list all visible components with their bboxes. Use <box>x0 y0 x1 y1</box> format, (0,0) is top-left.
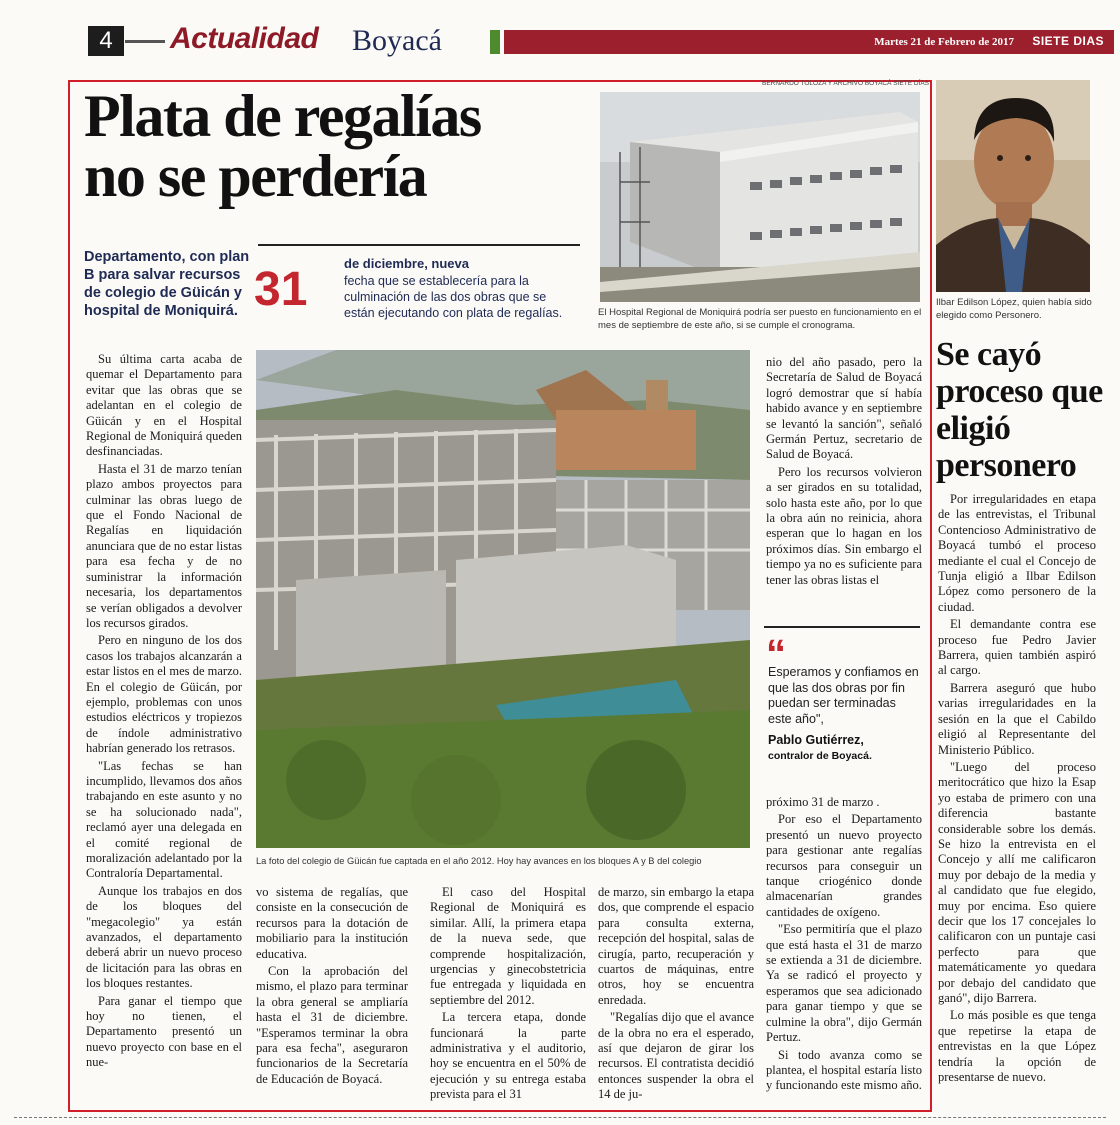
sidebar-headline: Se cayó proceso que eligió personero <box>936 336 1103 484</box>
paragraph: vo sistema de regalías, que consiste en la consecución de recursos para la dotación de mobiliario para la institución educativa. <box>256 885 408 961</box>
body-column-5-continued <box>766 795 922 1096</box>
personero-portrait <box>936 80 1090 292</box>
paragraph: Pero los recursos volvieron a ser girados en su totalidad, solo hasta este año, por lo que la obra aún no reinicia, ahora esperan que lo hagan en los próximos días. Sin embargo el tiempo ya no es suficiente para tener las obras listas el <box>766 464 922 587</box>
article-headline <box>84 83 594 209</box>
paragraph: Para ganar el tiempo que hoy no tienen, el Departamento presentó un nuevo proyecto con base en el nue- <box>86 993 242 1070</box>
stat-kicker: de diciembre, nueva <box>344 256 469 271</box>
header-accent <box>490 30 500 54</box>
paragraph: nio del año pasado, pero la Secretaría de Salud de Boyacá logró demostrar que sí había habido avance y en septiembre se levantó la sanción", señaló Germán Pertuz, secretario de Salud de Boyacá. <box>766 355 922 462</box>
paragraph: Hasta el 31 de marzo tenían plazo ambos proyectos para culminar las obras luego de que el Fondo Nacional de Regalías en liquidación anunciara que de no estar listas para esa fecha y de no suministrar la información necesaria, los departamentos se verían obligados a devolver los recursos girados. <box>86 461 242 630</box>
pull-quote: Esperamos y confiamos en que las dos obras por fin puedan ser terminadas este año", <box>768 665 919 726</box>
paragraph: "Luego del proceso meritocrático que hizo la Esap yo estaba de primero con una diferencia bastante considerable sobre los demás. Se hizo la entrevista en el Concejo y allí me calificaron muy por debajo de la media y al candidato que fue elegido, muy por encima. Eso quiere decir que los 17 concejales lo calificaron con un puntaje casi perfecto para que matemáticamente yo quedara por debajo del candidato que ganó", dijo Barrera. <box>938 759 1096 1005</box>
newspaper-name: SIETE DIAS <box>1032 34 1104 48</box>
paragraph: Pero en ninguno de los dos casos los trabajos alcanzarán a estar listos en el mes de marzo. En el colegio de Güicán, por ejemplo, problemas con unos estudios eléctricos y tropiezos de índole administrativo habrían generado los retrasos. <box>86 633 242 756</box>
body-column-5 <box>766 355 922 590</box>
paragraph: Si todo avanza como se plantea, el hospital estaría listo y funcionando este mismo año. <box>766 1047 922 1093</box>
section-region: Boyacá <box>352 24 442 57</box>
paragraph: "Las fechas se han incumplido, llevamos dos años trabajando en este asunto y no se ha solucionado nada", reclamó ayer una delegada en el comité regional de moralización adelantado por la Contraloría Departamental. <box>86 758 242 881</box>
photo-credit: BERNARDO TOLOZA Y ARCHIVO BOYACÁ SIETE DÍAS <box>762 80 930 87</box>
section-name: Actualidad <box>170 22 319 55</box>
paragraph: Aunque los trabajos en dos de los bloques del "megacolegio" ya están avanzados, el departamento deberá abrir un nuevo proceso de licitación para las obras en los bloques restantes. <box>86 883 242 991</box>
stat-number: 31 <box>254 263 308 316</box>
quote-author-role: contralor de Boyacá. <box>768 750 872 762</box>
paragraph: Por eso el Departamento presentó un nuevo proyecto para gestionar ante regalías recursos para conseguir un tanque criogénico donde almacenarían grandes cantidades de oxígeno. <box>766 812 922 919</box>
body-column-3 <box>430 885 586 1105</box>
issue-date: Martes 21 de Febrero de 2017 <box>874 36 1014 48</box>
paragraph: La tercera etapa, donde funcionará la parte administrativa y el auditorio, hoy se encuentra en el 50% de ejecución y su entrega estaba prevista para el 31 <box>430 1010 586 1102</box>
stat-text: fecha que se establecería para la culminación de las dos obras que se están ejecutando con plata de regalías. <box>344 274 563 320</box>
body-column-2 <box>256 885 408 1089</box>
paragraph: Su última carta acaba de quemar el Departamento para evitar que las obras que se adelantan en el colegio de Güicán y en el Hospital Regional de Moniquirá queden desfinanciadas. <box>86 352 242 459</box>
paragraph: Lo más posible es que tenga que repetirse la etapa de entrevistas en la que López tendría la opción de presentarse de nuevo. <box>938 1008 1096 1085</box>
paragraph: Con la aprobación del mismo, el plazo para terminar la obra general se ampliaría hasta el 31 de diciembre. "Esperamos terminar la obra para esa fecha", aseguraron funcionarios de la Secretaría de Educación de Boyacá. <box>256 964 408 1086</box>
paragraph: El demandante contra ese proceso fue Pedro Javier Barrera, quien también aspiró al cargo. <box>938 617 1096 678</box>
headline-line-1: Plata de regalías <box>84 83 481 149</box>
paragraph: próximo 31 de marzo . <box>766 795 880 809</box>
school-photo-caption: La foto del colegio de Güicán fue captada en el año 2012. Hoy hay avances en los bloques A y B del colegio <box>256 856 702 866</box>
paragraph: El caso del Hospital Regional de Moniquirá es similar. Allí, la primera etapa de la nueva sede, que comprende hospitalización, urgencias y ginecobstetricia fue entregada y liquidada en septiembre del 2012. <box>430 885 586 1007</box>
quote-mark-icon: “ <box>766 632 786 676</box>
body-column-1 <box>86 352 242 1073</box>
quote-rule <box>764 626 920 628</box>
stat-rule <box>258 244 580 246</box>
page-number: 4 <box>88 26 124 56</box>
headline-line-2: no se perdería <box>84 143 427 209</box>
hospital-photo <box>600 92 920 302</box>
hospital-photo-caption: El Hospital Regional de Moniquirá podría ser puesto en funcionamiento en el mes de septiembre de este año, si se cumple el cronograma. <box>598 307 922 331</box>
paragraph: Por irregularidades en etapa de las entrevistas, el Tribunal Contencioso Administrativo de Boyacá tumbó el proceso mediante el cual el Concejo de Tunja eligió a Ilbar Edilson López como personero de la ciudad. <box>938 492 1096 614</box>
header-rule <box>125 40 165 43</box>
paragraph: "Eso permitiría que el plazo que está hasta el 31 de marzo se extienda a 31 de diciembre. Ya se radicó el proyecto y esperamos que sea adicionado para ganar tiempo y que se culmine la obra", dijo Germán Pertuz. <box>766 922 922 1045</box>
paragraph: Barrera aseguró que hubo varias irregularidades en la sesión en la que el Cabildo eligió al Representante del Ministerio Público. <box>938 680 1096 757</box>
header-band <box>504 30 1114 54</box>
sidebar-body <box>938 492 1096 1087</box>
page-bottom-rule <box>14 1117 1106 1118</box>
paragraph: "Regalías dijo que el avance de la obra no era el esperado, así que dejaron de girar los recursos. El contratista decidió entonces suspender la obra el 14 de ju- <box>598 1010 754 1102</box>
paragraph: de marzo, sin embargo la etapa dos, que comprende el espacio para consulta externa, recepción del hospital, salas de cirugía, parto, recuperación y cuartos de máquinas, entre otros, hoy se encuentra enredada. <box>598 885 754 1007</box>
body-column-4 <box>598 885 754 1105</box>
article-deck: Departamento, con plan B para salvar recursos de colegio de Güicán y hospital de Moniquirá. <box>84 249 250 319</box>
school-photo <box>256 350 750 848</box>
portrait-caption: Ilbar Edilson López, quien había sido elegido como Personero. <box>936 297 1092 321</box>
quote-author: Pablo Gutiérrez, <box>768 733 864 747</box>
